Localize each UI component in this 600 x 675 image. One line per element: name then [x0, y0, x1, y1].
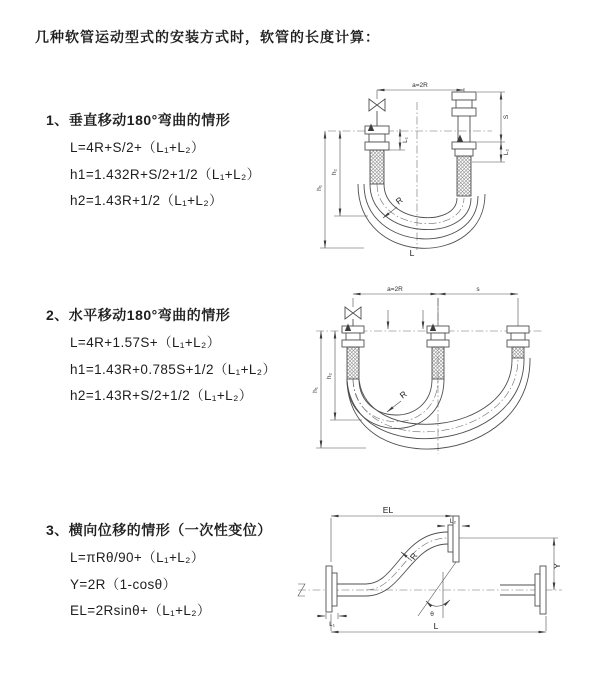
dim-label-h2: h₂ [331, 168, 338, 176]
diagram-vertical-180-bend [312, 76, 557, 258]
section-1-formula-L: L=4R+S/2+（L₁+L₂） [70, 140, 205, 155]
dim-label-h1: h₁ [312, 387, 319, 393]
length-label: L [409, 248, 415, 258]
right-pipe-flange [452, 92, 476, 196]
page-title: 几种软管运动型式的安装方式时，软管的长度计算： [35, 29, 380, 45]
radius-leader [401, 551, 419, 562]
dim-left-h1-h2 [316, 131, 368, 248]
section-1-heading: 1、垂直移动180°弯曲的情形 [46, 112, 231, 128]
middle-pipe-flange [427, 326, 449, 379]
section-3-formula-EL: EL=2Rsinθ+（L₁+L₂） [70, 603, 211, 618]
section-2-formula-L: L=4R+1.57S+（L₁+L₂） [70, 335, 221, 350]
dim-label-a2r: a=2R [412, 82, 428, 89]
section-3-formula-L: L=πRθ/90+（L₁+L₂） [70, 550, 205, 565]
section-1-formula-h2: h2=1.43R+1/2（L₁+L₂） [70, 193, 223, 208]
dim-top [353, 286, 518, 326]
dim-label-a2r: a=2R [387, 286, 403, 293]
dim-l1 [386, 129, 409, 150]
diagram-lateral-displacement [296, 504, 574, 646]
section-2-heading: 2、水平移动180°弯曲的情形 [46, 307, 231, 323]
radius-label: R [407, 550, 420, 562]
dim-label-l2: L₂ [449, 518, 457, 525]
dim-label-l2: L₂ [503, 148, 510, 156]
diagram-horizontal-180-bend [308, 284, 576, 462]
dim-label-h1: h₁ [316, 185, 323, 191]
dim-label-y: Y [552, 563, 562, 569]
section-3-heading: 3、横向位移的情形（一次性变位） [46, 522, 272, 538]
section-2-formula-h1: h1=1.43R+0.785S+1/2（L₁+L₂） [70, 362, 277, 377]
dim-label-l1: L₁ [402, 137, 409, 143]
dim-label-l1: L₁ [329, 621, 335, 628]
dim-label-s: s [476, 286, 480, 293]
dim-label-el: EL [382, 505, 394, 515]
section-1-formula-h1: h1=1.432R+S/2+1/2（L₁+L₂） [70, 167, 261, 182]
radius-leader [387, 389, 409, 412]
dim-l1 [317, 613, 347, 628]
right-pipe-flange [507, 326, 529, 358]
hose-s-curve [366, 532, 448, 596]
section-3-formula-Y: Y=2R（1-cosθ） [70, 577, 177, 592]
valve-icon [369, 90, 385, 126]
braided-hose-section [457, 156, 471, 196]
left-pipe-flange [342, 326, 364, 379]
radius-label: R [393, 194, 405, 207]
dim-top-a2r [377, 82, 464, 92]
dim-label-s: S [503, 114, 510, 120]
angle-label: θ [430, 611, 434, 618]
dim-l2 [437, 518, 470, 526]
dim-label-l: L [433, 621, 439, 631]
left-pipe-flange [326, 566, 366, 612]
dim-label-h2: h₂ [326, 372, 333, 380]
dim-l [331, 614, 546, 632]
section-2-formula-h2: h2=1.43R+S/2+1/2（L₁+L₂） [70, 388, 253, 403]
left-pipe-flange [365, 126, 389, 184]
radius-label: R [397, 388, 409, 401]
dim-right-s-l2 [472, 92, 510, 162]
dim-y [459, 538, 562, 590]
braided-hose-section [370, 150, 384, 184]
valve-icon [345, 298, 361, 326]
